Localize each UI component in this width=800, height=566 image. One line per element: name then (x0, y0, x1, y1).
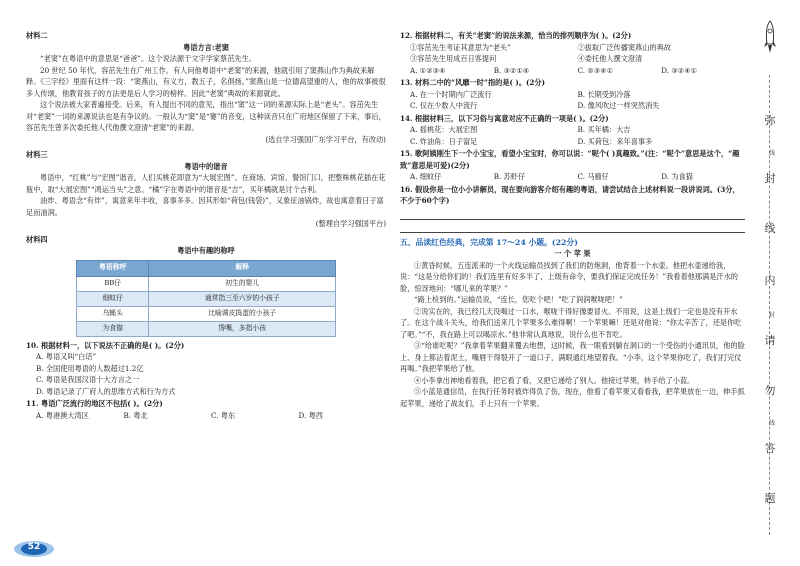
story-para-6: ⑤小蓝是通信员，在执行任务时被炸得负了伤，现在，他看了看苹果又看看我，把苹果放在一边，伸手抓起苹果，递给了战友们，手上只有一个苹果。 (400, 387, 745, 408)
left-column (26, 30, 386, 421)
material-2-source: (选自学习强国广东学习平台，有改动) (265, 134, 386, 144)
q10-option-a[interactable]: A. 粤语又叫“白话” (36, 352, 97, 361)
q15-option-c[interactable]: C. 马骝仔 (577, 172, 609, 181)
q12-item: ①容茁先生考证其意思为“老头” (410, 42, 511, 52)
material-4-title: 粤语中有趣的称呼 (177, 246, 235, 255)
seal-char: 题 (764, 492, 776, 505)
q15-option-d[interactable]: D. 为食猫 (661, 172, 693, 181)
seal-small-char: 线 (768, 150, 775, 157)
table-header-term: 粤语称呼 (77, 260, 149, 276)
story-para-1: ①黄昏时候，五连派来的一个火线运输员找到了我们的防炮洞，他背着一个水壶。他把水壶递给我，说：“这是分给你们的！我们连里有好多半了，上级有命令，要我们保证完成任务！”我看着他那满是汗水的脸，惊讶地问：“哪儿来的苹果？” (400, 260, 738, 293)
q13-option-a[interactable]: A. 在一个时期内广泛流行 (410, 89, 492, 99)
material-4-label: 材料四 (26, 234, 48, 244)
q11-option-d[interactable]: D. 粤西 (298, 410, 323, 420)
q13-option-d[interactable]: D. 像风吹过一样突然消失 (577, 101, 660, 110)
seal-small-char: 封 (768, 312, 775, 319)
q15-option-a[interactable]: A. 细蚊仔 (410, 172, 442, 181)
q13-option-b[interactable]: B. 长期受到冷落 (577, 89, 631, 99)
table-cell-explanation: 初生的婴儿 (149, 276, 336, 291)
material-2-title: 粤语方言:老窦 (183, 42, 229, 52)
q14-option-c[interactable]: C. 炸油角：日子富足 (410, 136, 478, 146)
question-16: 16. 假设你是一位小小讲解员，现在要向游客介绍有趣的粤语，请尝试结合上述材料说一段讲说词。(3分，不少于60个字) (400, 184, 740, 205)
seal-line-margin (755, 20, 785, 540)
q13-options (400, 89, 745, 112)
table-cell-term: 为食猫 (77, 321, 149, 336)
table-row (77, 276, 336, 291)
q12-item: ④委托他人撰文澄清 (577, 54, 643, 63)
seal-char: 内 (764, 274, 776, 287)
table-row (77, 291, 336, 306)
q12-option-d[interactable]: D. ③②④① (661, 65, 698, 75)
q10-option-d[interactable]: D. 粤语记录了广府人的思维方式和行为方式 (36, 386, 176, 396)
table-cell-term: BB仔 (77, 276, 149, 291)
section-5-title: 五、品读红色经典，完成第 17～24 小题。(22分) (400, 237, 578, 247)
answer-line[interactable] (400, 210, 745, 220)
material-2-para-2: 20 世纪 50 年代，容茁先生在广州工作。有人问他粤语中“老窦”的来源，他就引用了窦燕山作为典故来解释。《三字经》里面有这样一段：“窦燕山，有义方，教五子，名俱扬。”窦燕山是一位德高望重的人，他的故事被很多人传颂，他教育孩子的方法更是后人学习的榜样。因此“老窦”典故的来源就此。 (26, 65, 386, 98)
question-12: 12. 根据材料二，有关“老窦”的说法来源，恰当的排列顺序为( )。(2分) (400, 31, 632, 40)
q10-option-c[interactable]: C. 粤语是我国汉语十大方言之一 (36, 375, 140, 384)
q12-item: ②拔取广泛传播窦燕山的典故 (577, 42, 671, 52)
q12-option-a[interactable]: A. ①②③④ (410, 65, 446, 75)
q12-option-c[interactable]: C. ②③④① (577, 65, 614, 75)
dashed-seal-line (769, 75, 770, 535)
question-10: 10. 根据材料一，以下说法不正确的是( )。(2分) (26, 340, 185, 350)
table-cell-explanation: 通常指三至六岁的小孩子 (149, 291, 336, 306)
question-13: 13. 材料二中的“风靡一时”指的是( )。(2分) (400, 78, 546, 87)
story-title: 一 个 苹 果 (554, 249, 591, 258)
q10-option-b[interactable]: B. 全国使用粤语的人数超过1.2亿 (36, 363, 144, 373)
material-3-label: 材料三 (26, 150, 48, 159)
seal-char: 勿 (764, 384, 776, 397)
table-row (77, 321, 336, 336)
table-cell-explanation: 比喻调皮捣蛋的小孩子 (149, 306, 336, 321)
story-para-4: ③“给谁吃呢？”我拿着苹果翻来覆去地想，这时候，我一眼看到躺在洞口的一个受伤的小通讯员，他的脸上、身上都沾着泥土，嘴唇干得裂开了一道口子，满眼通红地望着我。“小李，这个苹果你吃了，我们打完仗再喝。”我把苹果给了他。 (400, 341, 745, 373)
question-14: 14. 根据材料三，以下习俗与寓意对应不正确的一项是( )。(2分) (400, 113, 609, 123)
table-cell-term: 乌蝇头 (77, 306, 149, 321)
q14-options (400, 124, 745, 147)
question-15: 15. 歌阿姨刚生下一个小宝宝，看望小宝宝时，你可以说：“呢个( )真趣致。”(注：“呢个”意思是这个，“趣致”意思是可爱)(2分) (400, 149, 740, 170)
q14-option-b[interactable]: B. 买年橘：大吉 (577, 125, 631, 134)
page-number: 52 (27, 542, 41, 552)
seal-char: 线 (764, 222, 776, 235)
q11-options (26, 410, 386, 422)
table-cell-term: 细蚊仔 (77, 291, 149, 306)
story-para-5: ④小李拿出神地看着我，把它看了看，又把它递给了别人。他接过苹果，转手给了小蓝。 (414, 375, 695, 385)
seal-char: 请 (764, 334, 776, 347)
answer-line[interactable] (400, 223, 745, 233)
material-2-para-1: “老窦”在粤语中的意思是“爸爸”。这个说法源于文字学家蔡茁先生。 (40, 54, 256, 63)
story-para-2: “路上检到的。”运输员说，“连长，您吃个吧！”吃了润润喉咙吧！” (414, 295, 623, 304)
cantonese-terms-table (76, 260, 336, 337)
q11-option-a[interactable]: A. 粤港澳大湾区 (36, 410, 89, 420)
table-cell-explanation: 馋嘴，多指小孩 (149, 321, 336, 336)
q15-option-b[interactable]: B. 苏虾仔 (493, 172, 526, 181)
q12-choices (400, 65, 745, 77)
q13-option-c[interactable]: C. 仅在少数人中流行 (410, 101, 478, 110)
material-2-para-3: 这个说法被大家普遍接受。后来，有人提出不同的意见，指出“窦”这一词的来源实际上是“老头”。容茁先生对“老窦”一词的来源说法也是有争议的。一般认为“窦”是“窭”的音变，这种读音只在广府地区保留了下来，事后，容茁先生曾多次委托他人代他撰文澄清“老窦”的来源。 (26, 100, 386, 132)
material-3-para-2: 油炸、粤语念“有炸”，寓意来年丰收，喜事多多。因其形如“荷包(钱袋)”，又象征油锅炸，故也寓意着日子富足而油润。 (26, 196, 384, 217)
right-column (400, 30, 745, 409)
seal-char: 答 (764, 442, 776, 455)
rocket-icon (763, 20, 777, 56)
q11-option-c[interactable]: C. 粤东 (211, 410, 236, 420)
seal-char: 封 (764, 172, 776, 185)
q12-option-b[interactable]: B. ③②①④ (493, 65, 530, 75)
material-3-para-1: 粤语中，“红桃”与“宏图”谐音，人们买桃花即意为“大展宏图”。在商场、宾馆、餐馆门口，把整株桃花插在花瓶中，取“大展宏图”“鸿运当头”之意。“橘”字在粤语中的谐音是“吉”，买年橘就是讨个吉利。 (26, 173, 386, 194)
material-3-title: 粤语中的谐音 (184, 161, 228, 171)
q14-option-a[interactable]: A. 摇桃花：大展宏图 (410, 125, 478, 134)
material-3-source: (整理自学习强国平台) (315, 219, 386, 228)
q15-options (400, 171, 745, 183)
q12-item: ③容茁先生用成百日客提问 (410, 54, 497, 63)
table-header-explanation: 解释 (149, 260, 336, 276)
table-row (77, 306, 336, 321)
page-number-badge (12, 540, 56, 558)
story-para-3: ②说实在的，我已经几天没喝过一口水，喉咙干得好像要冒火。不用说，这是上级们一定也是没有开水了。在这个战斗关头，给我们送来几个苹果多么难得啊！一个苹果嘛！还是对他说：“你太辛苦了，还是你吃了吧。”“不，我在路上可以喝凉水。”他非常认真地说，说什么也不肯吃。 (400, 306, 742, 339)
question-11: 11. 粤语广泛流行的地区不包括( )。(2分) (26, 399, 163, 408)
seal-small-char: 线 (768, 420, 775, 427)
q11-option-b[interactable]: B. 粤北 (123, 410, 148, 420)
q12-items (400, 42, 745, 65)
seal-char: 弥 (764, 114, 776, 127)
q14-option-d[interactable]: D. 买荷包：来年喜事多 (577, 136, 653, 146)
material-2-label: 材料二 (26, 31, 48, 40)
